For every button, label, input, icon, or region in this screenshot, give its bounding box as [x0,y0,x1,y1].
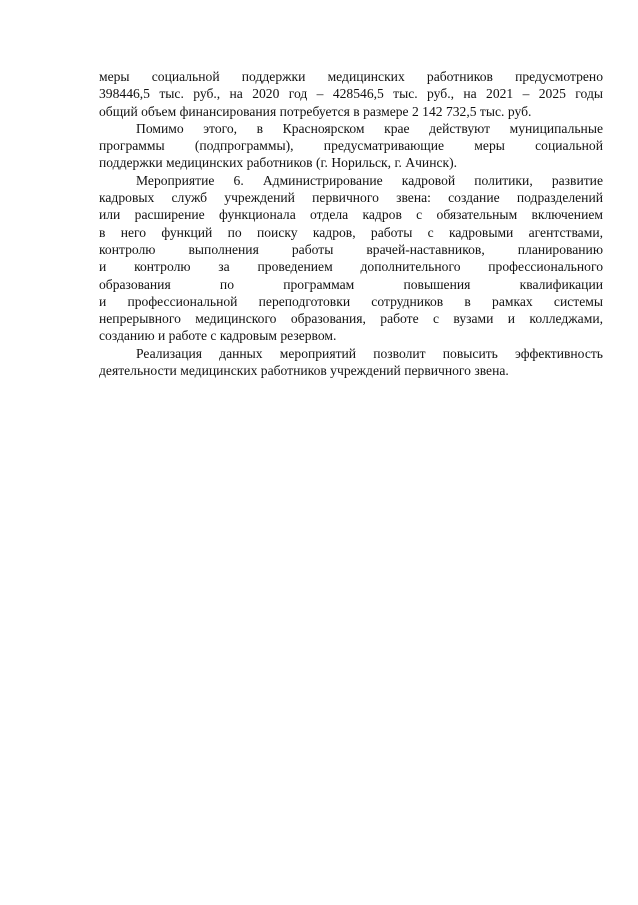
paragraph-2-line-2: программы (подпрограммы), предусматривающие меры социальной [99,138,603,154]
paragraph-3-line-4: в него функций по поиску кадров, работы с кадровыми агентствами, [99,224,603,240]
paragraph-3-line-10: созданию и работе с кадровым резервом. [99,328,337,344]
paragraph-4-line-2: деятельности медицинских работников учреждений первичного звена. [99,363,509,379]
paragraph-4-line-1: Реализация данных мероприятий позволит повысить эффективность [136,345,603,361]
paragraph-3-line-9: непрерывного медицинского образования, работе с вузами и колледжами, [99,311,603,327]
paragraph-3-line-3: или расширение функционала отдела кадров с обязательным включением [99,207,603,223]
paragraph-3-line-1: Мероприятие 6. Администрирование кадровой политики, развитие [136,172,603,188]
paragraph-1-line-3: общий объем финансирования потребуется в размере 2 142 732,5 тыс. руб. [99,103,532,119]
document-body [99,68,603,379]
paragraph-2-line-3: поддержки медицинских работников (г. Норильск, г. Ачинск). [99,155,458,171]
paragraph-1-line-1: меры социальной поддержки медицинских работников предусмотрено [99,69,603,84]
paragraph-3-line-8: и профессиональной переподготовки сотрудников в рамках системы [99,293,603,309]
paragraph-3-line-7: образования по программам повышения квалификации [99,276,603,292]
paragraph-3-line-5: контролю выполнения работы врачей-наставников, планированию [99,241,603,257]
paragraph-2-line-1: Помимо этого, в Красноярском крае действуют муниципальные [136,120,603,136]
paragraph-3-line-6: и контролю за проведением дополнительного профессионального [99,259,603,275]
paragraph-1-line-2: 398446,5 тыс. руб., на 2020 год – 428546,5 тыс. руб., на 2021 – 2025 годы [99,86,603,102]
paragraph-3-line-2: кадровых служб учреждений первичного звена: создание подразделений [99,190,603,206]
